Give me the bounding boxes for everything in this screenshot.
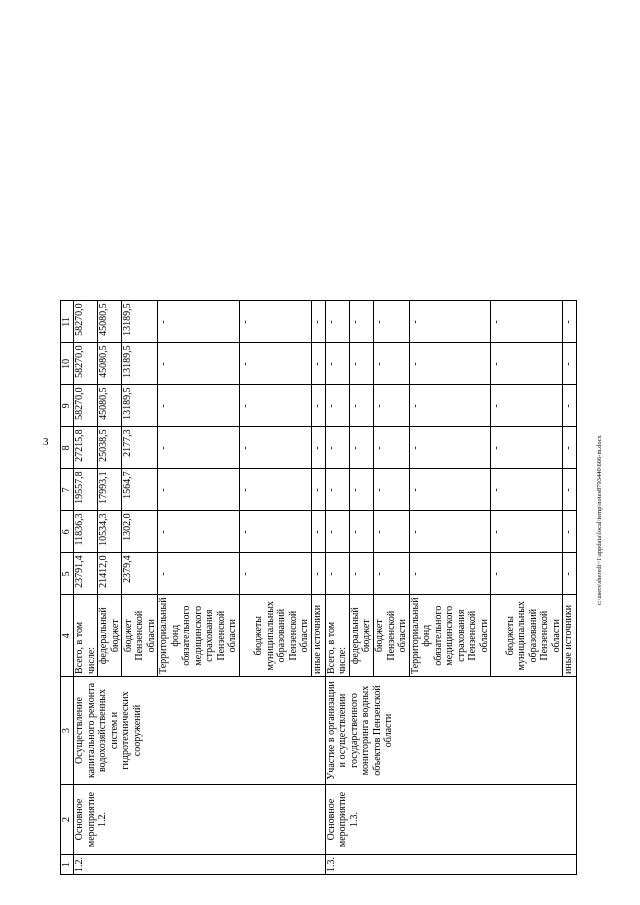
value-cell: - <box>311 301 325 343</box>
measure-number: 1.2. <box>74 855 326 875</box>
value-cell: 19557,8 <box>74 469 98 511</box>
value-cell: - <box>563 469 577 511</box>
value-cell: - <box>158 553 240 595</box>
funding-source: Территориальный фонд обязательного медицинского страхования Пензенской области <box>158 595 240 677</box>
value-cell: - <box>311 469 325 511</box>
value-cell: - <box>563 343 577 385</box>
value-cell: - <box>239 343 311 385</box>
value-cell: - <box>239 511 311 553</box>
value-cell: - <box>373 511 409 553</box>
value-cell: - <box>311 385 325 427</box>
value-cell: - <box>563 427 577 469</box>
value-cell: 13189,5 <box>122 301 158 343</box>
header-cell: 3 <box>61 677 74 785</box>
value-cell: - <box>373 385 409 427</box>
value-cell: - <box>491 553 563 595</box>
value-cell: - <box>349 553 373 595</box>
value-cell: - <box>349 427 373 469</box>
value-cell: - <box>349 343 373 385</box>
value-cell: 58270,0 <box>74 301 98 343</box>
header-cell: 1 <box>61 855 74 875</box>
funding-source: Территориальный фонд обязательного медицинского страхования Пензенской области <box>409 595 491 677</box>
value-cell: - <box>349 301 373 343</box>
value-cell: - <box>311 553 325 595</box>
value-cell: 25038,5 <box>98 427 122 469</box>
value-cell: - <box>563 553 577 595</box>
value-cell: - <box>491 427 563 469</box>
value-cell: 13189,5 <box>122 343 158 385</box>
header-cell: 10 <box>61 343 74 385</box>
funding-source: федеральный бюджет <box>349 595 373 677</box>
value-cell: - <box>491 343 563 385</box>
value-cell: 13189,5 <box>122 385 158 427</box>
funding-source: Всего, в том числе: <box>325 595 349 677</box>
value-cell: 58270,0 <box>74 343 98 385</box>
value-cell: 58270,0 <box>74 385 98 427</box>
header-cell: 8 <box>61 427 74 469</box>
value-cell: 45080,5 <box>98 301 122 343</box>
page-number: 3 <box>43 436 49 448</box>
value-cell: 2379,4 <box>122 553 158 595</box>
funding-source: бюджет Пензенской области <box>122 595 158 677</box>
measure-name: Основное мероприятие 1.3. <box>325 785 577 855</box>
header-cell: 6 <box>61 511 74 553</box>
value-cell: - <box>325 511 349 553</box>
measure-number: 1.3. <box>325 855 577 875</box>
value-cell: 45080,5 <box>98 343 122 385</box>
value-cell: - <box>349 385 373 427</box>
value-cell: 1564,7 <box>122 469 158 511</box>
value-cell: 11836,3 <box>74 511 98 553</box>
table-container <box>60 300 577 875</box>
funding-source: федеральный бюджет <box>98 595 122 677</box>
footer-file-path: c:\users\sheredi~1\appdata\local\temp\notes8793440\666-m.docx <box>596 435 603 605</box>
value-cell: - <box>158 427 240 469</box>
value-cell: - <box>325 343 349 385</box>
value-cell: - <box>158 301 240 343</box>
value-cell: 23791,4 <box>74 553 98 595</box>
funding-source: иные источники <box>311 595 325 677</box>
value-cell: - <box>491 385 563 427</box>
value-cell: - <box>239 469 311 511</box>
value-cell: 10534,3 <box>98 511 122 553</box>
value-cell: - <box>491 301 563 343</box>
value-cell: 2177,3 <box>122 427 158 469</box>
value-cell: - <box>373 343 409 385</box>
value-cell: - <box>239 553 311 595</box>
header-row <box>61 301 74 875</box>
value-cell: 27215,8 <box>74 427 98 469</box>
header-cell: 11 <box>61 301 74 343</box>
funding-source: Всего, в том числе: <box>74 595 98 677</box>
value-cell: - <box>409 469 491 511</box>
value-cell: - <box>373 469 409 511</box>
funding-source: иные источники <box>563 595 577 677</box>
value-cell: - <box>311 343 325 385</box>
value-cell: - <box>563 511 577 553</box>
value-cell: - <box>409 511 491 553</box>
value-cell: - <box>409 553 491 595</box>
value-cell: - <box>239 385 311 427</box>
value-cell: - <box>325 427 349 469</box>
measure-description: Участие в организации и осуществлении государственного мониторинга водных объектов Пензенской области <box>325 677 577 785</box>
table-row <box>325 301 349 875</box>
value-cell: - <box>311 511 325 553</box>
value-cell: - <box>325 301 349 343</box>
value-cell: - <box>349 469 373 511</box>
header-cell: 2 <box>61 785 74 855</box>
value-cell: - <box>325 553 349 595</box>
header-cell: 4 <box>61 595 74 677</box>
value-cell: - <box>325 469 349 511</box>
value-cell: - <box>239 427 311 469</box>
value-cell: 1302,0 <box>122 511 158 553</box>
value-cell: - <box>158 385 240 427</box>
header-cell: 5 <box>61 553 74 595</box>
value-cell: - <box>158 511 240 553</box>
value-cell: - <box>563 385 577 427</box>
budget-table <box>60 300 577 875</box>
funding-source: бюджет Пензенской области <box>373 595 409 677</box>
header-cell: 7 <box>61 469 74 511</box>
funding-source: бюджеты муниципальных образований Пензенской области <box>491 595 563 677</box>
value-cell: - <box>409 427 491 469</box>
value-cell: - <box>409 301 491 343</box>
value-cell: 45080,5 <box>98 385 122 427</box>
value-cell: - <box>325 385 349 427</box>
table-row <box>74 301 98 875</box>
funding-source: бюджеты муниципальных образований Пензенской области <box>239 595 311 677</box>
value-cell: - <box>409 385 491 427</box>
value-cell: - <box>349 511 373 553</box>
value-cell: - <box>311 427 325 469</box>
value-cell: - <box>373 301 409 343</box>
value-cell: - <box>409 343 491 385</box>
value-cell: - <box>373 553 409 595</box>
value-cell: 21412,0 <box>98 553 122 595</box>
value-cell: - <box>158 343 240 385</box>
value-cell: - <box>158 469 240 511</box>
header-cell: 9 <box>61 385 74 427</box>
value-cell: - <box>491 469 563 511</box>
value-cell: - <box>563 301 577 343</box>
measure-name: Основное мероприятие 1.2. <box>74 785 326 855</box>
value-cell: - <box>373 427 409 469</box>
value-cell: - <box>491 511 563 553</box>
value-cell: - <box>239 301 311 343</box>
value-cell: 17993,1 <box>98 469 122 511</box>
measure-description: Осуществление капитального ремонта водохозяйственных систем и гидротехнических сооружений <box>74 677 326 785</box>
